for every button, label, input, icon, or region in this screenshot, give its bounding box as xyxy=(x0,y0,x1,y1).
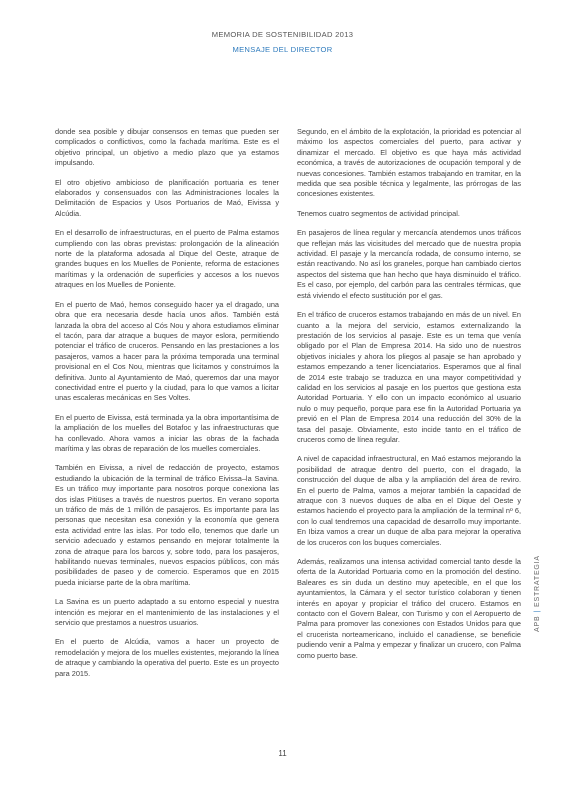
paragraph: En el puerto de Maó, hemos conseguido hacer ya el dragado, una obra que era necesaria desde hacía unos años. También está lanzada la obra del acceso al Cós Nou y ahora estudiamos eliminar el tacón, para dar atraque a buques de mayor eslora, permitiendo potenciar el tráfico de cruceros. Pensando en las prestaciones a los pasajeros, vamos a hacer para la próxima temporada una terminal provisional en el Cos Nou, mientras que licitamos y construimos la definitiva. Junto al Ayuntamiento de Maó, queremos dar una mayor conectividad entre el puerto y la ciudad, para lo que vamos a licitar unas escaleras mecánicas en Ses Voltes. xyxy=(55,299,279,403)
section-side-tab xyxy=(534,534,548,632)
paragraph: También en Eivissa, a nivel de redacción de proyecto, estamos estudiando la ubicación de la terminal de tráfico Eivissa–la Savina. Es un tráfico muy importante para nosotros porque conexiona las dos islas Pitiüses a través de nuestros puertos. En verano soporta un tráfico de más de 1 millón de pasajeros. Es importante para las personas que necesitan esa conexión y la economía que genera esta actividad entre las islas. Por todo ello, tenemos que darle un servicio adecuado y estamos pensando en mejorar totalmente la zona de atraque para los barcos y, sobre todo, para los pasajeros, habilitando nuevas terminales, nuevos espacios públicos, con más posibilidades de paseo y de comercio. Esperamos que en 2015 pueda iniciarse parte de la obra marítima. xyxy=(55,463,279,587)
paragraph: Además, realizamos una intensa actividad comercial tanto desde la oferta de la Autoridad Portuaria como en la promoción del destino. Baleares es sin duda un destino muy apetecible, en el que los ayuntamientos, la Cámara y el sector turístico colaboran y tienen interés en apoyar y propiciar el tráfico del crucero. Estamos en contacto con el Govern Balear, con Turismo y con el Aeropuerto de Palma para promover las conexiones con Estados Unidos para que el crucerista norteamericano, incluido el canadiense, se beneficie pudiendo venir a Palma y empezar y finalizar un crucero, con Palma como puerto base. xyxy=(297,557,521,660)
section-title: MENSAJE DEL DIRECTOR xyxy=(232,45,333,54)
paragraph: En pasajeros de línea regular y mercancía atendemos unos tráficos que reflejan más las vicisitudes del mercado que de nuestra propia actividad. El pasaje y la mercancía rodada, de consumo interno, se están reactivando. No así los graneles, porque han cambiado ciertos aspectos del sistema que han hecho que haya disminuido el tráfico. Es el caso, por ejemplo, del carbón para las centrales térmicas, que está viviendo el efecto sustitución por el gas. xyxy=(297,228,521,300)
paragraph: La Savina es un puerto adaptado a su entorno especial y nuestra intención es mejorar en el mantenimiento de las instalaciones y el servicio que prestamos a nuestros usuarios. xyxy=(55,597,279,628)
paragraph: Segundo, en el ámbito de la explotación, la prioridad es potenciar al máximo los aspectos comerciales del puerto, para activar y dinamizar el mercado. El objetivo es que haya más actividad económica, a través de autorizaciones de ocupación temporal y de nuevas concesiones. También estamos trabajando en tramitar, en la medida que sea posible técnica y legalmente, las prórrogas de las concesiones existentes. xyxy=(297,127,521,199)
paragraph: En el puerto de Eivissa, está terminada ya la obra importantísima de la ampliación de los muelles del Botafoc y las infraestructuras que ha conllevado. Ahora vamos a iniciar las obras de la fachada marítima y las obras de reparación de los muelles comerciales. xyxy=(55,412,279,453)
side-tab-label: ESTRATEGIA xyxy=(534,555,541,607)
paragraph: El otro objetivo ambicioso de planificación portuaria es tener elaborados y consensuados con las Administraciones locales la Delimitación de Espacios y Usos Portuarios de Maó, Eivissa y Alcúdia. xyxy=(55,177,279,218)
paragraph: En el desarrollo de infraestructuras, en el puerto de Palma estamos cumpliendo con las obras previstas: prolongación de la alineación norte de la plataforma adosada al Dique del Oeste, atraque de grandes buques en los Muelles de Poniente, reforma de estaciones marítimas y la ordenación de superficies y accesos a los nuevos atraques en los Muelles de Poniente. xyxy=(55,228,279,290)
paragraph: Tenemos cuatro segmentos de actividad principal. xyxy=(297,208,460,218)
report-title: MEMORIA DE SOSTENIBILIDAD 2013 xyxy=(211,30,354,39)
side-tab-separator: | xyxy=(534,609,541,613)
paragraph: En el tráfico de cruceros estamos trabajando en más de un nivel. En cuanto a la mejora del servicio, estamos externalizando la prestación de los servicios al pasaje. Este es un tema que venía obligado por el Plan de Empresa 2014. Ha sido uno de nuestros objetivos iniciales y ahora los pliegos al pasaje se han aprobado y estamos empezando a tener licenciatarios. Esperamos que al final de 2014 este trabajo se traduzca en una mayor competitividad y calidad en los servicios al pasaje en los puertos que gestiona esta Autoridad Portuaria. Y ello con un impacto económico al usuario nulo o muy pequeño, porque para ese fin la Autoridad Portuaria ya previó en el Plan de Empresa 2014 una reducción del 30% de la tasa del pasaje. Obviamente, esto incide tanto en el tráfico de cruceros como de línea regular. xyxy=(297,310,521,444)
paragraph: A nivel de capacidad infraestructural, en Maó estamos mejorando la posibilidad de atraque dentro del puerto, con el dragado, la construcción del duque de alba y la ampliación del área de reviro. En el puerto de Palma, vamos a mejorar también la capacidad de atraque con 3 nuevos duques de alba en el Dique del Oeste y estamos haciendo el proyecto para la ampliación de la terminal nº 6, con lo cual tendremos una capacidad de desarrollo muy importante. En Ibiza vamos a crear un duque de alba para mejorar la operativa de los cruceros con los buques comerciales. xyxy=(297,454,521,547)
right-text-column xyxy=(297,127,521,670)
side-tab-prefix: APB xyxy=(534,615,541,632)
side-tab-text xyxy=(534,534,541,632)
left-text-column xyxy=(55,127,279,688)
paragraph: donde sea posible y dibujar consensos en temas que pueden ser complicados o conflictivos, como la fachada marítima. Este es el objetivo principal, un objetivo a medio plazo que ya estamos impulsando. xyxy=(55,127,279,168)
paragraph: En el puerto de Alcúdia, vamos a hacer un proyecto de remodelación y mejora de los muelles existentes, mejorando la línea de atraque y cambiando la operativa del puerto. Este es un proyecto para 2015. xyxy=(55,637,279,678)
page-number: 11 xyxy=(278,749,287,758)
